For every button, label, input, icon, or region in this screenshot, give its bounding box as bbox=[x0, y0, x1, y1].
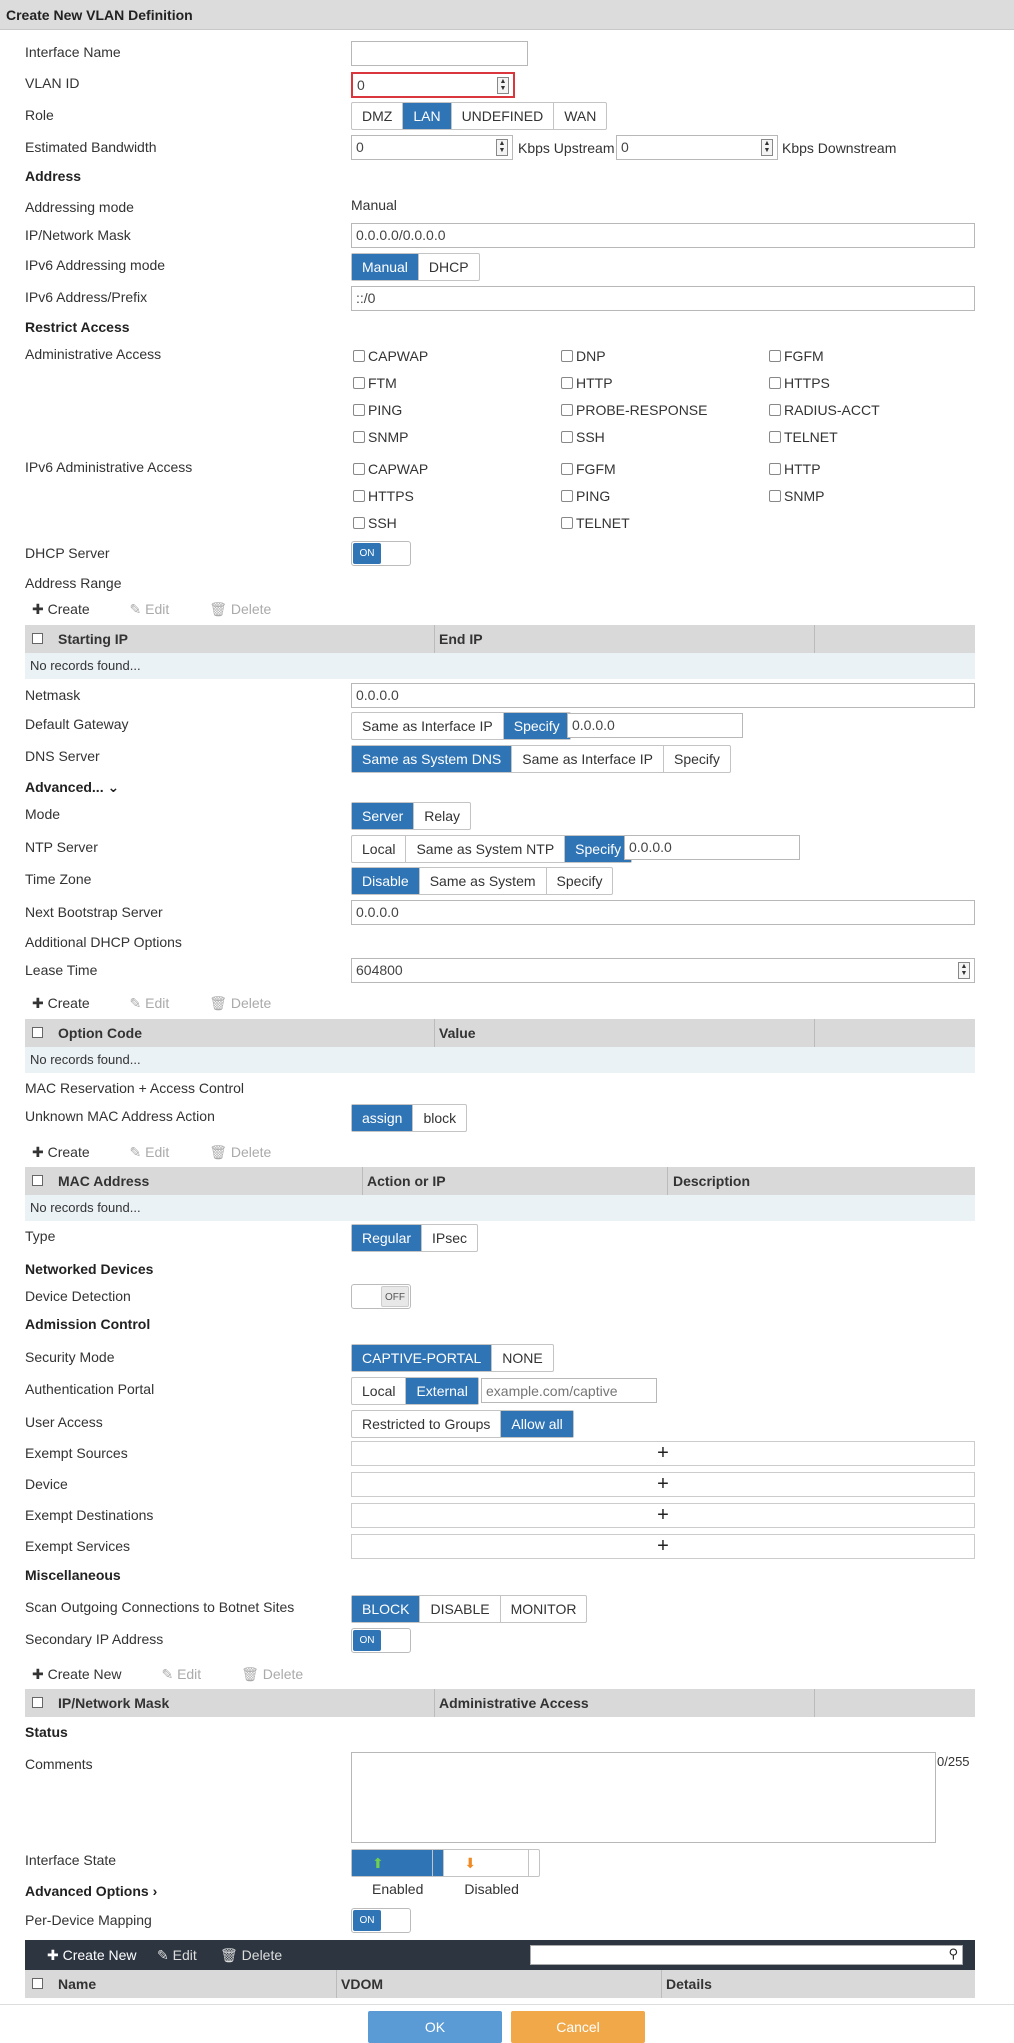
col-end-ip[interactable]: End IP bbox=[439, 631, 483, 647]
security-captive-portal[interactable]: CAPTIVE-PORTAL bbox=[352, 1345, 492, 1371]
ipv6-mode-label: IPv6 Addressing mode bbox=[25, 257, 166, 273]
user-access-allow-all[interactable]: Allow all bbox=[501, 1411, 572, 1437]
botnet-block[interactable]: BLOCK bbox=[352, 1596, 420, 1622]
create-range-button[interactable]: ✚ Create bbox=[32, 601, 90, 617]
col-vdom[interactable]: VDOM bbox=[341, 1976, 383, 1992]
role-undefined[interactable]: UNDEFINED bbox=[452, 103, 555, 129]
secondary-ip-table-header bbox=[25, 1689, 975, 1717]
ipv6-admin-snmp-checkbox[interactable]: SNMP bbox=[769, 488, 824, 504]
auth-portal-input[interactable] bbox=[481, 1378, 657, 1403]
comments-counter: 0/255 bbox=[937, 1754, 970, 1769]
dhcp-options-table-header bbox=[25, 1019, 975, 1047]
status-section: Status bbox=[25, 1724, 68, 1740]
ntp-specify[interactable]: Specify bbox=[565, 836, 631, 862]
chevron-right-icon: › bbox=[152, 1883, 158, 1899]
mapping-search-input[interactable] bbox=[530, 1945, 963, 1965]
ipv6-admin-ssh-checkbox[interactable]: SSH bbox=[353, 515, 397, 531]
admin-https-checkbox[interactable]: HTTPS bbox=[769, 375, 830, 391]
create-new-secondary-button[interactable]: ✚ Create New bbox=[32, 1666, 122, 1682]
kbps-downstream-label: Kbps Downstream bbox=[782, 140, 897, 156]
delete-option-button[interactable]: 🗑 Delete bbox=[209, 995, 272, 1011]
edit-mapping-button[interactable]: ✎ Edit bbox=[157, 1947, 197, 1963]
netmask-input[interactable]: 0.0.0.0 bbox=[351, 683, 975, 708]
botnet-disable[interactable]: DISABLE bbox=[420, 1596, 500, 1622]
exempt-sources-add[interactable] bbox=[351, 1441, 975, 1466]
botnet-monitor[interactable]: MONITOR bbox=[510, 1601, 577, 1617]
time-zone-label: Time Zone bbox=[25, 871, 92, 887]
device-add[interactable] bbox=[351, 1472, 975, 1497]
plus-icon: + bbox=[657, 1473, 669, 1495]
dns-same-as-interface[interactable]: Same as Interface IP bbox=[512, 746, 664, 772]
plus-icon: + bbox=[657, 1504, 669, 1526]
dns-selector bbox=[351, 745, 731, 773]
lease-time-label: Lease Time bbox=[25, 962, 98, 978]
type-selector bbox=[351, 1224, 478, 1252]
comments-textarea[interactable] bbox=[351, 1752, 936, 1843]
networked-devices-section: Networked Devices bbox=[25, 1261, 154, 1277]
arrow-down-icon: ⬇ bbox=[454, 1850, 528, 1876]
scan-botnet-label: Scan Outgoing Connections to Botnet Sites bbox=[25, 1599, 295, 1615]
dns-specify[interactable]: Specify bbox=[674, 751, 720, 767]
type-label: Type bbox=[25, 1228, 56, 1244]
per-device-mapping-toggle[interactable]: ON bbox=[351, 1908, 411, 1933]
interface-name-input[interactable] bbox=[351, 41, 528, 66]
botnet-selector bbox=[351, 1595, 587, 1623]
device-detection-toggle[interactable]: OFF bbox=[351, 1284, 411, 1309]
additional-dhcp-label: Additional DHCP Options bbox=[25, 934, 182, 950]
mode-selector bbox=[351, 802, 471, 830]
dns-same-as-system[interactable]: Same as System DNS bbox=[352, 746, 512, 772]
secondary-ip-toolbar bbox=[32, 1666, 339, 1683]
state-disabled[interactable]: ⬇ Disabled bbox=[444, 1850, 538, 1876]
miscellaneous-section: Miscellaneous bbox=[25, 1567, 121, 1583]
gateway-input[interactable]: 0.0.0.0 bbox=[567, 713, 743, 738]
address-section: Address bbox=[25, 168, 82, 184]
bandwidth-up-input[interactable] bbox=[351, 135, 513, 160]
lease-time-value: 604800 bbox=[356, 962, 403, 978]
exempt-services-label: Exempt Services bbox=[25, 1538, 131, 1554]
create-option-button[interactable]: ✚ Create bbox=[32, 995, 90, 1011]
select-all-checkbox[interactable] bbox=[32, 633, 43, 644]
secondary-ip-toggle[interactable]: ON bbox=[351, 1628, 411, 1653]
ip-mask-label: IP/Network Mask bbox=[25, 227, 131, 243]
col-starting-ip[interactable]: Starting IP bbox=[58, 631, 129, 647]
chevron-down-icon: ⌄ bbox=[107, 779, 120, 795]
gateway-same-as-interface[interactable]: Same as Interface IP bbox=[352, 713, 504, 739]
ipv6-mode-manual[interactable]: Manual bbox=[352, 254, 419, 280]
per-device-mapping-label: Per-Device Mapping bbox=[25, 1912, 152, 1928]
mac-action-assign[interactable]: assign bbox=[352, 1105, 413, 1131]
exempt-destinations-add[interactable] bbox=[351, 1503, 975, 1528]
ipv6-prefix-label: IPv6 Address/Prefix bbox=[25, 289, 148, 305]
col-description[interactable]: Description bbox=[673, 1173, 751, 1189]
security-mode-label: Security Mode bbox=[25, 1349, 115, 1365]
col-ip-mask[interactable]: IP/Network Mask bbox=[58, 1695, 170, 1711]
dialog-footer bbox=[0, 2004, 1014, 2043]
ntp-server-label: NTP Server bbox=[25, 839, 98, 855]
search-icon: ⚲ bbox=[948, 1946, 958, 1961]
plus-icon: + bbox=[657, 1442, 669, 1464]
col-details[interactable]: Details bbox=[666, 1976, 712, 1992]
delete-range-button[interactable]: 🗑 Delete bbox=[209, 601, 272, 617]
role-dmz[interactable]: DMZ bbox=[352, 103, 403, 129]
addressing-mode-label: Addressing mode bbox=[25, 199, 134, 215]
admin-dnp-checkbox[interactable]: DNP bbox=[561, 348, 606, 364]
advanced-options-toggle[interactable]: Advanced Options › bbox=[25, 1883, 158, 1899]
col-mac-address[interactable]: MAC Address bbox=[58, 1173, 150, 1189]
address-range-toolbar bbox=[32, 601, 307, 618]
kbps-upstream-label: Kbps Upstream bbox=[518, 140, 615, 156]
ipv6-mode-dhcp[interactable]: DHCP bbox=[428, 259, 469, 275]
tz-disable[interactable]: Disable bbox=[352, 868, 420, 894]
ipv6-admin-telnet-checkbox[interactable]: TELNET bbox=[561, 515, 630, 531]
restrict-access-section: Restrict Access bbox=[25, 319, 130, 335]
edit-mac-button[interactable]: ✎ Edit bbox=[129, 1144, 170, 1160]
col-option-code[interactable]: Option Code bbox=[58, 1025, 142, 1041]
admin-access-label: Administrative Access bbox=[25, 346, 162, 362]
user-access-restricted[interactable]: Restricted to Groups bbox=[352, 1411, 501, 1437]
comments-label: Comments bbox=[25, 1756, 93, 1772]
bandwidth-label: Estimated Bandwidth bbox=[25, 139, 157, 155]
default-gateway-label: Default Gateway bbox=[25, 716, 129, 732]
mac-action-block[interactable]: block bbox=[423, 1110, 457, 1126]
exempt-sources-label: Exempt Sources bbox=[25, 1445, 128, 1461]
device-label: Device bbox=[25, 1476, 68, 1492]
dhcp-server-toggle[interactable]: ON bbox=[351, 541, 411, 566]
address-range-table-header bbox=[25, 625, 975, 653]
gateway-specify[interactable]: Specify bbox=[504, 713, 570, 739]
address-range-empty: No records found... bbox=[25, 653, 975, 679]
exempt-destinations-label: Exempt Destinations bbox=[25, 1507, 154, 1523]
delete-mac-button[interactable]: 🗑 Delete bbox=[209, 1144, 272, 1160]
admin-capwap-checkbox[interactable]: CAPWAP bbox=[353, 348, 428, 364]
next-bootstrap-input[interactable]: 0.0.0.0 bbox=[351, 900, 975, 925]
admin-fgfm-checkbox[interactable]: FGFM bbox=[769, 348, 824, 364]
edit-range-button[interactable]: ✎ Edit bbox=[129, 601, 170, 617]
role-selector bbox=[351, 102, 607, 130]
select-all-checkbox[interactable] bbox=[32, 1697, 43, 1708]
mac-table-header bbox=[25, 1167, 975, 1195]
mapping-toolbar bbox=[25, 1940, 975, 1970]
role-lan[interactable]: LAN bbox=[403, 103, 451, 129]
ok-button[interactable]: OK bbox=[368, 2011, 502, 2043]
next-bootstrap-label: Next Bootstrap Server bbox=[25, 904, 163, 920]
gateway-selector bbox=[351, 712, 571, 740]
edit-option-button[interactable]: ✎ Edit bbox=[129, 995, 170, 1011]
admin-telnet-checkbox[interactable]: TELNET bbox=[769, 429, 838, 445]
mapping-table-header bbox=[25, 1970, 975, 1998]
col-admin-access[interactable]: Administrative Access bbox=[439, 1695, 589, 1711]
auth-portal-external[interactable]: External bbox=[406, 1378, 477, 1404]
mode-label: Mode bbox=[25, 806, 61, 822]
mac-reservation-label: MAC Reservation + Access Control bbox=[25, 1080, 245, 1096]
tz-same-as-system[interactable]: Same as System bbox=[420, 868, 547, 894]
select-all-checkbox[interactable] bbox=[32, 1027, 43, 1038]
ntp-selector bbox=[351, 835, 632, 863]
ipv6-mode-selector bbox=[351, 253, 480, 281]
dns-server-label: DNS Server bbox=[25, 748, 100, 764]
role-label: Role bbox=[25, 107, 54, 123]
tz-selector bbox=[351, 867, 613, 895]
ipv6-admin-fgfm-checkbox[interactable]: FGFM bbox=[561, 461, 616, 477]
ipv6-admin-https-checkbox[interactable]: HTTPS bbox=[353, 488, 414, 504]
dhcp-server-label: DHCP Server bbox=[25, 545, 110, 561]
secondary-ip-label: Secondary IP Address bbox=[25, 1631, 164, 1647]
ipv6-prefix-input[interactable]: ::/0 bbox=[351, 286, 975, 311]
lease-time-input[interactable] bbox=[351, 958, 975, 983]
type-regular[interactable]: Regular bbox=[352, 1225, 422, 1251]
mac-toolbar bbox=[32, 1144, 307, 1161]
bandwidth-down-input[interactable] bbox=[616, 135, 778, 160]
admission-control-section: Admission Control bbox=[25, 1316, 151, 1332]
select-all-checkbox[interactable] bbox=[32, 1175, 43, 1186]
select-all-checkbox[interactable] bbox=[32, 1978, 43, 1989]
ip-mask-input[interactable]: 0.0.0.0/0.0.0.0 bbox=[351, 223, 975, 248]
plus-icon: + bbox=[657, 1535, 669, 1557]
col-name[interactable]: Name bbox=[58, 1976, 97, 1992]
vlan-id-input[interactable] bbox=[351, 72, 515, 98]
dialog-title: Create New VLAN Definition bbox=[0, 0, 1014, 30]
delete-secondary-button[interactable]: 🗑 Delete bbox=[241, 1666, 304, 1682]
create-mac-button[interactable]: ✚ Create bbox=[32, 1144, 90, 1160]
admin-radius-acct-checkbox[interactable]: RADIUS-ACCT bbox=[769, 402, 880, 418]
cancel-button[interactable]: Cancel bbox=[511, 2011, 645, 2043]
addressing-mode-value: Manual bbox=[351, 197, 397, 213]
state-enabled[interactable]: ⬆ Enabled bbox=[352, 1850, 444, 1876]
arrow-up-icon: ⬆ bbox=[362, 1850, 433, 1876]
security-none[interactable]: NONE bbox=[502, 1350, 543, 1366]
unknown-mac-label: Unknown MAC Address Action bbox=[25, 1108, 215, 1124]
vlan-id-label: VLAN ID bbox=[25, 75, 80, 91]
lease-time-spinner[interactable]: ▲ ▼ bbox=[958, 962, 970, 979]
mac-action-selector bbox=[351, 1104, 467, 1132]
bandwidth-down-value: 0 bbox=[621, 139, 629, 155]
col-value[interactable]: Value bbox=[439, 1025, 476, 1041]
admin-http-checkbox[interactable]: HTTP bbox=[561, 375, 613, 391]
dhcp-options-empty: No records found... bbox=[25, 1047, 975, 1073]
mac-table-empty: No records found... bbox=[25, 1195, 975, 1221]
dhcp-options-toolbar bbox=[32, 995, 307, 1012]
interface-name-label: Interface Name bbox=[25, 44, 121, 60]
bandwidth-up-spinner[interactable]: ▲ ▼ bbox=[496, 139, 508, 156]
admin-snmp-checkbox[interactable]: SNMP bbox=[353, 429, 408, 445]
mode-server[interactable]: Server bbox=[352, 803, 414, 829]
vlan-id-spinner[interactable]: ▲ ▼ bbox=[497, 77, 509, 94]
mode-relay[interactable]: Relay bbox=[424, 808, 461, 824]
edit-secondary-button[interactable]: ✎ Edit bbox=[161, 1666, 202, 1682]
auth-portal-label: Authentication Portal bbox=[25, 1381, 155, 1397]
col-action-or-ip[interactable]: Action or IP bbox=[367, 1173, 446, 1189]
role-wan[interactable]: WAN bbox=[564, 108, 597, 124]
ntp-input[interactable]: 0.0.0.0 bbox=[624, 835, 800, 860]
user-access-selector bbox=[351, 1410, 574, 1438]
netmask-label: Netmask bbox=[25, 687, 81, 703]
create-new-mapping-button[interactable]: ✚ Create New bbox=[47, 1947, 137, 1963]
exempt-services-add[interactable] bbox=[351, 1534, 975, 1559]
delete-mapping-button[interactable]: 🗑 Delete bbox=[220, 1947, 283, 1963]
admin-ssh-checkbox[interactable]: SSH bbox=[561, 429, 605, 445]
advanced-toggle[interactable]: Advanced... ⌄ bbox=[25, 779, 120, 795]
ipv6-admin-http-checkbox[interactable]: HTTP bbox=[769, 461, 821, 477]
user-access-label: User Access bbox=[25, 1414, 103, 1430]
admin-ftm-checkbox[interactable]: FTM bbox=[353, 375, 397, 391]
bandwidth-down-spinner[interactable]: ▲ ▼ bbox=[761, 139, 773, 156]
tz-specify[interactable]: Specify bbox=[556, 873, 603, 889]
ipv6-admin-capwap-checkbox[interactable]: CAPWAP bbox=[353, 461, 428, 477]
vlan-id-value: 0 bbox=[357, 77, 365, 93]
security-mode-selector bbox=[351, 1344, 554, 1372]
device-detection-label: Device Detection bbox=[25, 1288, 131, 1304]
admin-ping-checkbox[interactable]: PING bbox=[353, 402, 402, 418]
ipv6-admin-access-label: IPv6 Administrative Access bbox=[25, 459, 193, 475]
ipv6-admin-ping-checkbox[interactable]: PING bbox=[561, 488, 610, 504]
admin-probe-response-checkbox[interactable]: PROBE-RESPONSE bbox=[561, 402, 707, 418]
bandwidth-up-value: 0 bbox=[356, 139, 364, 155]
ntp-same-as-system[interactable]: Same as System NTP bbox=[406, 836, 565, 862]
auth-portal-selector bbox=[351, 1377, 479, 1405]
address-range-label: Address Range bbox=[25, 575, 122, 591]
interface-state-label: Interface State bbox=[25, 1852, 117, 1868]
type-ipsec[interactable]: IPsec bbox=[432, 1230, 468, 1246]
ntp-local[interactable]: Local bbox=[352, 836, 406, 862]
auth-portal-local[interactable]: Local bbox=[352, 1378, 406, 1404]
interface-state-selector bbox=[351, 1849, 540, 1897]
